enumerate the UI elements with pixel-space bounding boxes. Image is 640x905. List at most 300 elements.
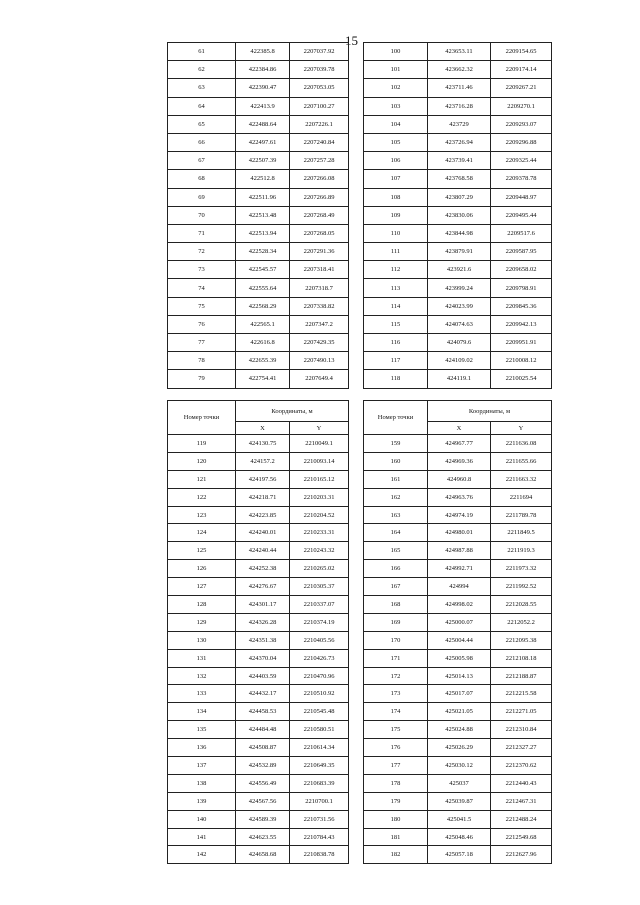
table-row: [364, 810, 552, 828]
point-number-cell: 120: [168, 452, 236, 470]
point-number-cell: 105: [364, 133, 428, 151]
point-number-cell: 165: [364, 542, 428, 560]
table-row: [168, 774, 349, 792]
table-row: [168, 133, 349, 151]
table-row: [364, 61, 552, 79]
table-row: [168, 631, 349, 649]
x-coordinate-cell: 425004.44: [428, 631, 491, 649]
x-coordinate-cell: 424240.01: [236, 524, 290, 542]
y-coordinate-cell: 2211992.52: [491, 578, 552, 596]
y-coordinate-cell: 2212627.96: [491, 846, 552, 864]
table-row: [168, 685, 349, 703]
x-coordinate-cell: 424403.59: [236, 667, 290, 685]
x-coordinate-cell: 425057.18: [428, 846, 491, 864]
y-coordinate-cell: 2209658.02: [491, 261, 552, 279]
table-row: [364, 757, 552, 775]
table-row: [168, 792, 349, 810]
table-row: [168, 435, 349, 453]
y-coordinate-cell: 2207100.27: [290, 97, 349, 115]
x-coordinate-cell: 423768.58: [428, 170, 491, 188]
x-coordinate-cell: 425048.46: [428, 828, 491, 846]
y-coordinate-cell: 2211694: [491, 488, 552, 506]
coords-table-bottom-left: [167, 400, 349, 864]
y-coordinate-cell: 2209174.14: [491, 61, 552, 79]
y-coordinate-cell: 2207266.89: [290, 188, 349, 206]
table-row: [364, 542, 552, 560]
x-coordinate-cell: 422390.47: [236, 79, 290, 97]
x-coordinate-cell: 424623.55: [236, 828, 290, 846]
y-coordinate-cell: 2211655.66: [491, 452, 552, 470]
table-row: [168, 667, 349, 685]
x-coordinate-cell: 422754.41: [236, 370, 290, 388]
table-row: [364, 206, 552, 224]
point-number-cell: 137: [168, 757, 236, 775]
x-coordinate-cell: 423711.46: [428, 79, 491, 97]
table-row: [364, 170, 552, 188]
table-row: [364, 703, 552, 721]
y-coordinate-cell: 2210243.32: [290, 542, 349, 560]
table-row: [168, 506, 349, 524]
y-coordinate-cell: 2212467.31: [491, 792, 552, 810]
y-coordinate-cell: 2207268.05: [290, 224, 349, 242]
y-coordinate-cell: 2207490.13: [290, 352, 349, 370]
y-coordinate-cell: 2210700.1: [290, 792, 349, 810]
point-number-cell: 66: [168, 133, 236, 151]
y-coordinate-cell: 2210470.96: [290, 667, 349, 685]
point-number-cell: 102: [364, 79, 428, 97]
y-coordinate-cell: 2210008.12: [491, 352, 552, 370]
y-coordinate-cell: 2212108.18: [491, 649, 552, 667]
y-coordinate-cell: 2209293.07: [491, 115, 552, 133]
table-row: [168, 188, 349, 206]
y-coordinate-cell: 2209587.95: [491, 243, 552, 261]
y-coordinate-cell: 2210580.51: [290, 721, 349, 739]
coords-table-top-left: [167, 42, 349, 389]
point-number-cell: 159: [364, 435, 428, 453]
x-coordinate-cell: 424967.77: [428, 435, 491, 453]
table-row: [168, 352, 349, 370]
y-coordinate-cell: 2210305.37: [290, 578, 349, 596]
x-coordinate-cell: 424157.2: [236, 452, 290, 470]
y-header: Y: [491, 422, 552, 435]
x-coordinate-cell: 424023.99: [428, 297, 491, 315]
x-coordinate-cell: 424556.49: [236, 774, 290, 792]
x-coordinate-cell: 425024.88: [428, 721, 491, 739]
point-number-cell: 132: [168, 667, 236, 685]
x-coordinate-cell: 425014.13: [428, 667, 491, 685]
table-row: [168, 61, 349, 79]
point-number-cell: 106: [364, 152, 428, 170]
x-coordinate-cell: 424079.6: [428, 334, 491, 352]
x-coordinate-cell: 423739.41: [428, 152, 491, 170]
point-number-cell: 101: [364, 61, 428, 79]
table-row: [168, 334, 349, 352]
table-row: [168, 370, 349, 388]
x-coordinate-cell: 424223.85: [236, 506, 290, 524]
x-coordinate-cell: 423830.06: [428, 206, 491, 224]
x-coordinate-cell: 424969.36: [428, 452, 491, 470]
table-row: [168, 206, 349, 224]
point-number-cell: 112: [364, 261, 428, 279]
table-row: [364, 370, 552, 388]
point-number-cell: 124: [168, 524, 236, 542]
y-coordinate-cell: 2212310.84: [491, 721, 552, 739]
x-coordinate-cell: 424980.01: [428, 524, 491, 542]
table-row: [168, 279, 349, 297]
x-coordinate-cell: 424992.71: [428, 560, 491, 578]
coordinates-header: Координаты, м: [236, 401, 349, 422]
x-coordinate-cell: 425021.05: [428, 703, 491, 721]
x-coordinate-cell: 424994: [428, 578, 491, 596]
table-row: [168, 578, 349, 596]
x-coordinate-cell: 424074.63: [428, 315, 491, 333]
point-number-cell: 75: [168, 297, 236, 315]
point-number-cell: 125: [168, 542, 236, 560]
y-coordinate-cell: 2210203.31: [290, 488, 349, 506]
point-number-cell: 118: [364, 370, 428, 388]
x-coordinate-cell: 422413.9: [236, 97, 290, 115]
y-coordinate-cell: 2210784.43: [290, 828, 349, 846]
x-coordinate-cell: 424351.38: [236, 631, 290, 649]
point-number-cell: 77: [168, 334, 236, 352]
point-number-cell: 161: [364, 470, 428, 488]
point-number-cell: 162: [364, 488, 428, 506]
x-coordinate-cell: 422513.48: [236, 206, 290, 224]
x-coordinate-cell: 424240.44: [236, 542, 290, 560]
point-number-cell: 129: [168, 613, 236, 631]
table-row: [168, 315, 349, 333]
table-row: [168, 470, 349, 488]
point-number-cell: 64: [168, 97, 236, 115]
table-row: [364, 470, 552, 488]
table-row: [168, 224, 349, 242]
x-coordinate-cell: 424276.67: [236, 578, 290, 596]
y-coordinate-cell: 2212052.2: [491, 613, 552, 631]
point-number-cell: 173: [364, 685, 428, 703]
table-row: [364, 524, 552, 542]
x-coordinate-cell: 422555.64: [236, 279, 290, 297]
point-number-cell: 67: [168, 152, 236, 170]
x-coordinate-cell: 422528.34: [236, 243, 290, 261]
x-coordinate-cell: 424119.1: [428, 370, 491, 388]
table-row: [168, 452, 349, 470]
y-coordinate-cell: 2210649.35: [290, 757, 349, 775]
x-coordinate-cell: 423999.24: [428, 279, 491, 297]
x-coordinate-cell: 425039.87: [428, 792, 491, 810]
table-row: [364, 739, 552, 757]
x-coordinate-cell: 425037: [428, 774, 491, 792]
y-coordinate-cell: 2210614.34: [290, 739, 349, 757]
table-row: [364, 506, 552, 524]
coordinates-header: Координаты, м: [428, 401, 552, 422]
x-coordinate-cell: 422545.57: [236, 261, 290, 279]
x-coordinate-cell: 424998.02: [428, 596, 491, 614]
y-header: Y: [290, 422, 349, 435]
x-coordinate-cell: 424963.76: [428, 488, 491, 506]
y-coordinate-cell: 2207266.08: [290, 170, 349, 188]
table-row: [168, 810, 349, 828]
y-coordinate-cell: 2209378.78: [491, 170, 552, 188]
y-coordinate-cell: 2209325.44: [491, 152, 552, 170]
table-row: [168, 542, 349, 560]
y-coordinate-cell: 2209270.1: [491, 97, 552, 115]
point-number-cell: 182: [364, 846, 428, 864]
y-coordinate-cell: 2210025.54: [491, 370, 552, 388]
y-coordinate-cell: 2210165.12: [290, 470, 349, 488]
point-number-cell: 177: [364, 757, 428, 775]
table-row: [364, 43, 552, 61]
coords-table-bottom-right: [363, 400, 552, 864]
y-coordinate-cell: 2209448.97: [491, 188, 552, 206]
point-number-cell: 104: [364, 115, 428, 133]
y-coordinate-cell: 2212488.24: [491, 810, 552, 828]
y-coordinate-cell: 2211663.32: [491, 470, 552, 488]
y-coordinate-cell: 2212028.55: [491, 596, 552, 614]
point-number-cell: 65: [168, 115, 236, 133]
point-number-cell: 169: [364, 613, 428, 631]
x-coordinate-cell: 425026.29: [428, 739, 491, 757]
x-coordinate-cell: 422384.86: [236, 61, 290, 79]
point-number-cell: 126: [168, 560, 236, 578]
x-coordinate-cell: 424658.68: [236, 846, 290, 864]
table-row: [168, 170, 349, 188]
x-coordinate-cell: 424109.02: [428, 352, 491, 370]
table-row: [168, 297, 349, 315]
table-row: [364, 243, 552, 261]
table-row: [364, 188, 552, 206]
x-coordinate-cell: 422507.39: [236, 152, 290, 170]
x-coordinate-cell: 424589.39: [236, 810, 290, 828]
point-number-cell: 164: [364, 524, 428, 542]
table-row: [364, 578, 552, 596]
table-row: [364, 828, 552, 846]
x-coordinate-cell: 423879.91: [428, 243, 491, 261]
y-coordinate-cell: 2207291.36: [290, 243, 349, 261]
y-coordinate-cell: 2212440.43: [491, 774, 552, 792]
point-number-cell: 181: [364, 828, 428, 846]
x-coordinate-cell: 423726.94: [428, 133, 491, 151]
point-number-cell: 69: [168, 188, 236, 206]
point-number-cell: 134: [168, 703, 236, 721]
table-row: [364, 685, 552, 703]
table-row: [168, 649, 349, 667]
point-number-cell: 76: [168, 315, 236, 333]
y-coordinate-cell: 2207338.82: [290, 297, 349, 315]
table-row: [364, 115, 552, 133]
x-coordinate-cell: 424567.56: [236, 792, 290, 810]
point-number-cell: 174: [364, 703, 428, 721]
table-row: [364, 452, 552, 470]
x-coordinate-cell: 424370.04: [236, 649, 290, 667]
point-number-cell: 139: [168, 792, 236, 810]
x-coordinate-cell: 424508.87: [236, 739, 290, 757]
table-row: [364, 152, 552, 170]
y-coordinate-cell: 2207318.7: [290, 279, 349, 297]
y-coordinate-cell: 2209495.44: [491, 206, 552, 224]
x-coordinate-cell: 425041.5: [428, 810, 491, 828]
table-row: [168, 524, 349, 542]
point-number-cell: 172: [364, 667, 428, 685]
point-number-cell: 74: [168, 279, 236, 297]
y-coordinate-cell: 2212271.05: [491, 703, 552, 721]
point-number-cell: 109: [364, 206, 428, 224]
table-row: [168, 721, 349, 739]
table-row: [364, 721, 552, 739]
table-row: [364, 488, 552, 506]
y-coordinate-cell: 2211789.78: [491, 506, 552, 524]
x-coordinate-cell: 425017.07: [428, 685, 491, 703]
point-number-cell: 119: [168, 435, 236, 453]
point-number-cell: 110: [364, 224, 428, 242]
point-number-cell: 115: [364, 315, 428, 333]
table-row: [168, 488, 349, 506]
y-coordinate-cell: 2211849.5: [491, 524, 552, 542]
point-number-cell: 70: [168, 206, 236, 224]
point-number-cell: 138: [168, 774, 236, 792]
x-coordinate-cell: 422655.39: [236, 352, 290, 370]
y-coordinate-cell: 2210265.02: [290, 560, 349, 578]
x-coordinate-cell: 424987.88: [428, 542, 491, 560]
table-row: [364, 352, 552, 370]
table-row: [168, 846, 349, 864]
x-coordinate-cell: 422513.94: [236, 224, 290, 242]
table-row: [364, 224, 552, 242]
point-number-cell: 100: [364, 43, 428, 61]
y-coordinate-cell: 2209267.21: [491, 79, 552, 97]
point-number-cell: 71: [168, 224, 236, 242]
table-row: [364, 133, 552, 151]
y-coordinate-cell: 2207240.84: [290, 133, 349, 151]
point-number-cell: 111: [364, 243, 428, 261]
x-coordinate-cell: 422512.8: [236, 170, 290, 188]
table-row: [364, 279, 552, 297]
table-row: [364, 631, 552, 649]
y-coordinate-cell: 2211973.32: [491, 560, 552, 578]
y-coordinate-cell: 2210093.14: [290, 452, 349, 470]
table-row: [168, 97, 349, 115]
x-coordinate-cell: 423921.6: [428, 261, 491, 279]
point-number-header: Номер точки: [364, 401, 428, 435]
y-coordinate-cell: 2209942.13: [491, 315, 552, 333]
y-coordinate-cell: 2210337.07: [290, 596, 349, 614]
y-coordinate-cell: 2207226.1: [290, 115, 349, 133]
x-coordinate-cell: 424252.38: [236, 560, 290, 578]
x-coordinate-cell: 424974.19: [428, 506, 491, 524]
point-number-cell: 121: [168, 470, 236, 488]
point-number-cell: 136: [168, 739, 236, 757]
y-coordinate-cell: 2210510.92: [290, 685, 349, 703]
x-coordinate-cell: 423653.11: [428, 43, 491, 61]
x-coordinate-cell: 423729: [428, 115, 491, 133]
y-coordinate-cell: 2209296.88: [491, 133, 552, 151]
x-header: X: [428, 422, 491, 435]
table-row: [168, 703, 349, 721]
point-number-cell: 117: [364, 352, 428, 370]
x-coordinate-cell: 425000.07: [428, 613, 491, 631]
table-row: [364, 649, 552, 667]
point-number-cell: 167: [364, 578, 428, 596]
y-coordinate-cell: 2209517.6: [491, 224, 552, 242]
table-row: [364, 560, 552, 578]
y-coordinate-cell: 2212095.38: [491, 631, 552, 649]
table-row: [168, 152, 349, 170]
x-coordinate-cell: 423844.98: [428, 224, 491, 242]
table-row: [168, 43, 349, 61]
point-number-cell: 122: [168, 488, 236, 506]
table-row: [364, 297, 552, 315]
y-coordinate-cell: 2209845.36: [491, 297, 552, 315]
point-number-cell: 180: [364, 810, 428, 828]
y-coordinate-cell: 2210405.56: [290, 631, 349, 649]
x-header: X: [236, 422, 290, 435]
point-number-cell: 108: [364, 188, 428, 206]
x-coordinate-cell: 422488.64: [236, 115, 290, 133]
point-number-cell: 72: [168, 243, 236, 261]
point-number-cell: 62: [168, 61, 236, 79]
table-row: [168, 739, 349, 757]
y-coordinate-cell: 2212215.58: [491, 685, 552, 703]
point-number-cell: 113: [364, 279, 428, 297]
point-number-cell: 178: [364, 774, 428, 792]
point-number-cell: 116: [364, 334, 428, 352]
page-number: 15: [345, 33, 358, 48]
y-coordinate-cell: 2207053.05: [290, 79, 349, 97]
table-row: [168, 596, 349, 614]
point-number-cell: 63: [168, 79, 236, 97]
point-number-header: Номер точки: [168, 401, 236, 435]
x-coordinate-cell: 424484.48: [236, 721, 290, 739]
table-row: [364, 846, 552, 864]
x-coordinate-cell: 424458.53: [236, 703, 290, 721]
point-number-cell: 170: [364, 631, 428, 649]
table-row: [364, 613, 552, 631]
point-number-cell: 166: [364, 560, 428, 578]
y-coordinate-cell: 2209951.91: [491, 334, 552, 352]
table-row: [364, 261, 552, 279]
x-coordinate-cell: 424130.75: [236, 435, 290, 453]
y-coordinate-cell: 2210426.73: [290, 649, 349, 667]
x-coordinate-cell: 422565.1: [236, 315, 290, 333]
table-row: [364, 774, 552, 792]
point-number-cell: 73: [168, 261, 236, 279]
y-coordinate-cell: 2210049.1: [290, 435, 349, 453]
x-coordinate-cell: 424301.17: [236, 596, 290, 614]
table-row: [364, 334, 552, 352]
table-row: [364, 79, 552, 97]
y-coordinate-cell: 2210683.39: [290, 774, 349, 792]
table-row: [168, 243, 349, 261]
x-coordinate-cell: 424432.17: [236, 685, 290, 703]
table-row: [168, 757, 349, 775]
y-coordinate-cell: 2212549.68: [491, 828, 552, 846]
y-coordinate-cell: 2207429.35: [290, 334, 349, 352]
y-coordinate-cell: 2210731.56: [290, 810, 349, 828]
table-row: [364, 667, 552, 685]
point-number-cell: 175: [364, 721, 428, 739]
x-coordinate-cell: 424532.89: [236, 757, 290, 775]
y-coordinate-cell: 2211919.3: [491, 542, 552, 560]
table-row: [364, 792, 552, 810]
y-coordinate-cell: 2209798.91: [491, 279, 552, 297]
point-number-cell: 107: [364, 170, 428, 188]
point-number-cell: 168: [364, 596, 428, 614]
table-row: [168, 261, 349, 279]
table-row: [364, 435, 552, 453]
point-number-cell: 142: [168, 846, 236, 864]
x-coordinate-cell: 424218.71: [236, 488, 290, 506]
y-coordinate-cell: 2207039.78: [290, 61, 349, 79]
table-row: [168, 828, 349, 846]
